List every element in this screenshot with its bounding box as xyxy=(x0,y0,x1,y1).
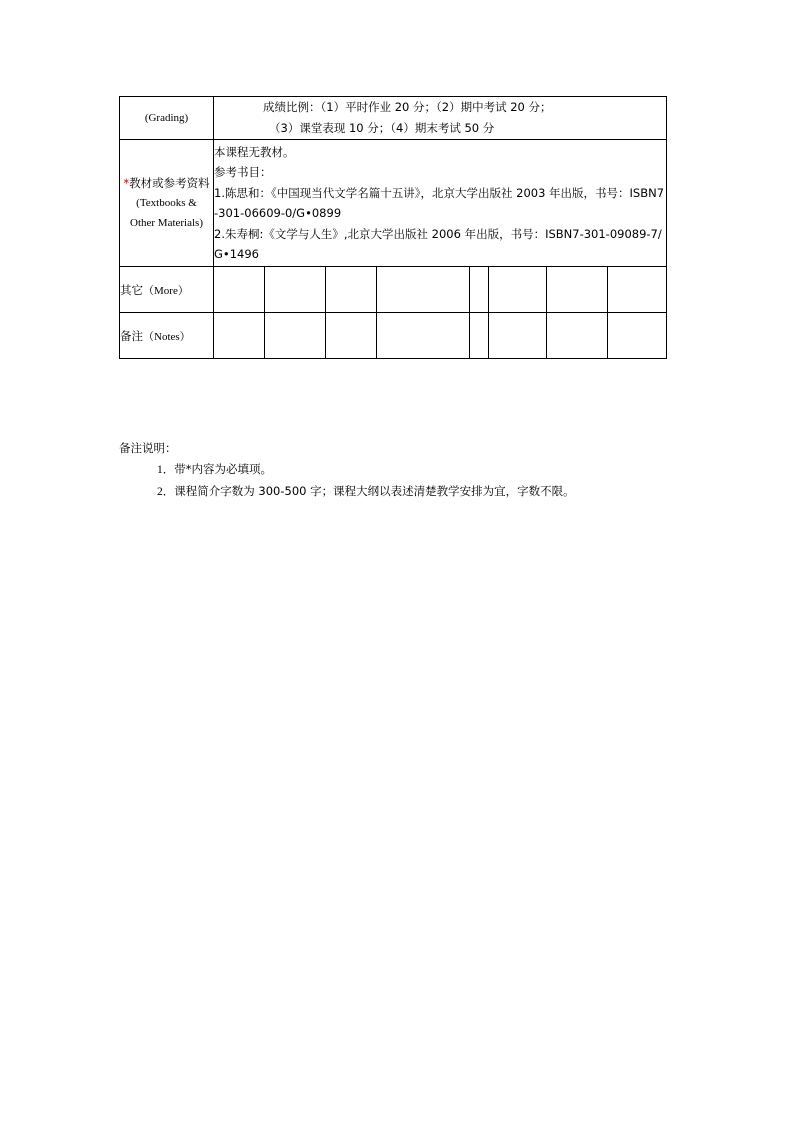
notes-label-en: （Notes） xyxy=(143,330,191,343)
remarks-item-text: 课程简介字数为 300-500 字；课程大纲以表述清楚教学安排为宜，字数不限。 xyxy=(174,484,575,498)
materials-content-cell xyxy=(214,140,667,267)
required-asterisk: * xyxy=(123,176,130,190)
more-label-cell xyxy=(120,267,214,313)
more-label-zh: 其它 xyxy=(120,282,143,297)
grading-content-cell xyxy=(214,97,667,140)
grading-label-cell xyxy=(120,97,214,140)
more-cell-empty xyxy=(547,267,608,313)
remarks-item-text: 带*内容为必填项。 xyxy=(174,462,272,476)
grading-label: (Grading) xyxy=(144,112,189,124)
grading-ratio-line1: 成绩比例：（1）平时作业 20 分；（2）期中考试 20 分； xyxy=(263,100,552,114)
notes-cell-empty xyxy=(489,313,547,359)
materials-label-en-1: (Textbooks & xyxy=(136,197,197,209)
materials-line-reference-2: 2.朱寿桐:《文学与人生》,北京大学出版社 2006 年出版，书号：ISBN7-301-09089-7/G•1496 xyxy=(214,226,662,261)
notes-label-cell xyxy=(120,313,214,359)
remarks-title: 备注说明： xyxy=(119,441,177,455)
remarks-item xyxy=(119,481,575,503)
more-cell-empty xyxy=(377,267,470,313)
notes-label-zh: 备注 xyxy=(120,328,143,343)
remarks-section xyxy=(119,438,575,503)
notes-cell-empty xyxy=(214,313,265,359)
materials-label-cell xyxy=(120,140,214,267)
more-cell-empty xyxy=(214,267,265,313)
more-label-en: （More） xyxy=(143,284,189,297)
more-cell-empty xyxy=(608,267,667,313)
remarks-item xyxy=(119,459,575,481)
grading-ratio-line2: （3）课堂表现 10 分；（4）期末考试 50 分 xyxy=(269,121,495,135)
notes-cell-empty xyxy=(608,313,667,359)
grading-row xyxy=(120,97,667,140)
course-info-table xyxy=(119,96,667,359)
more-cell-empty xyxy=(265,267,326,313)
more-row xyxy=(120,267,667,313)
materials-row xyxy=(120,140,667,267)
remarks-item-number: 1． xyxy=(157,464,175,476)
more-cell-empty xyxy=(326,267,377,313)
materials-label-zh: 教材或参考资料 xyxy=(129,176,210,190)
notes-cell-empty xyxy=(377,313,470,359)
notes-cell-empty xyxy=(265,313,326,359)
notes-cell-empty xyxy=(326,313,377,359)
notes-row xyxy=(120,313,667,359)
more-cell-empty xyxy=(489,267,547,313)
notes-cell-empty xyxy=(470,313,489,359)
notes-cell-empty xyxy=(547,313,608,359)
materials-label-en-2: Other Materials) xyxy=(130,217,203,229)
more-cell-empty xyxy=(470,267,489,313)
materials-label-zh-line xyxy=(120,173,213,193)
materials-line-references-heading: 参考书目： xyxy=(214,165,272,179)
materials-line-no-textbook: 本课程无教材。 xyxy=(214,144,295,159)
remarks-item-number: 2． xyxy=(157,486,175,498)
materials-line-reference-1: 1.陈思和：《中国现当代文学名篇十五讲》，北京大学出版社 2003 年出版，书号：ISBN7-301-06609-0/G•0899 xyxy=(214,185,665,220)
